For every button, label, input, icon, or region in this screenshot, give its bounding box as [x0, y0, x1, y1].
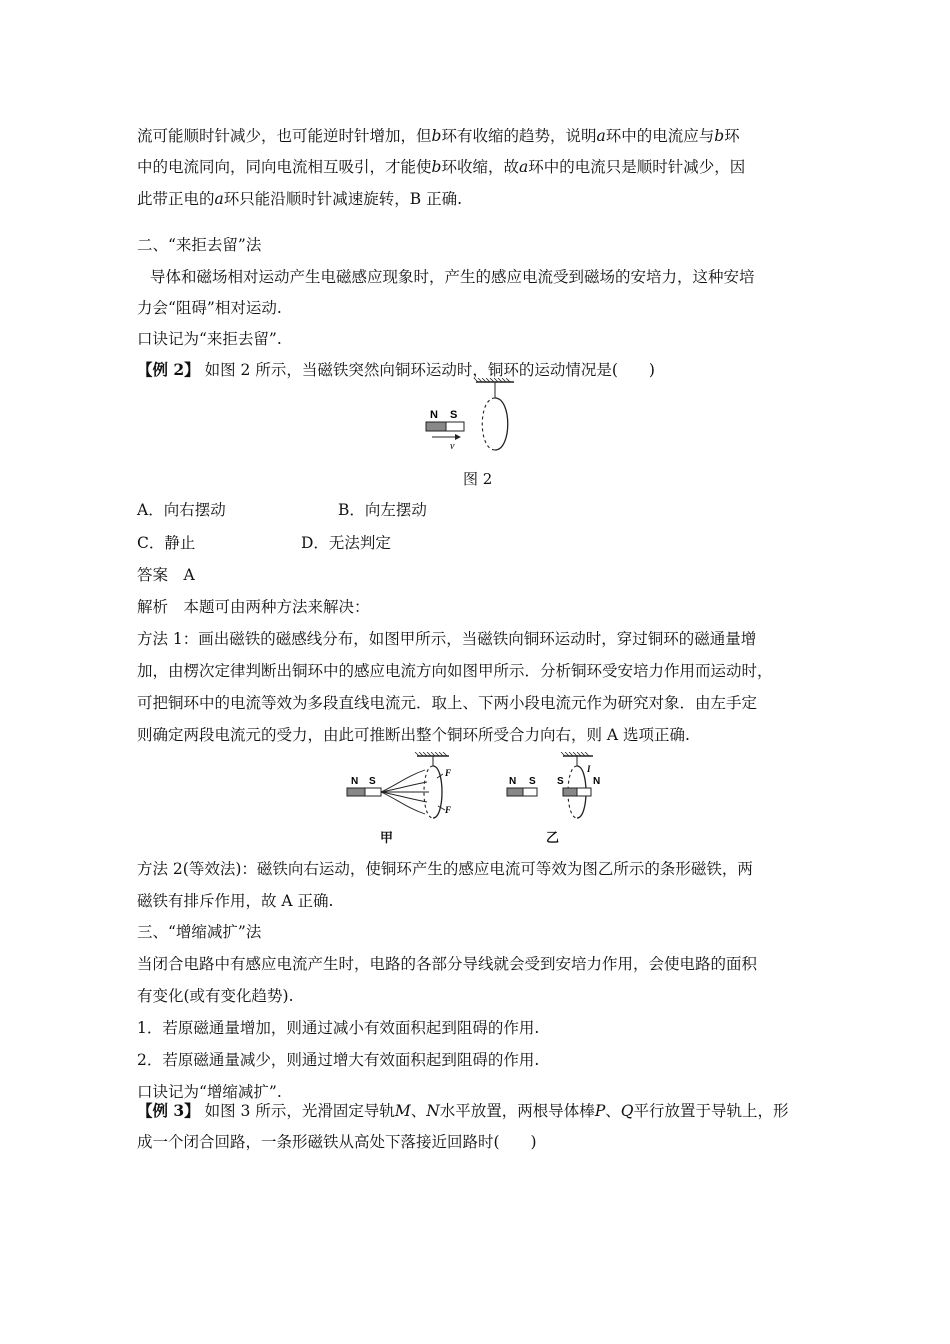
text-line: 力会“阻碍”相对运动.	[137, 299, 282, 317]
option-c: C．静止	[137, 534, 196, 552]
svg-text:S: S	[450, 409, 458, 421]
text-line: 可把铜环中的电流等效为多段直线电流元．取上、下两小段电流元作为研究对象．由左手定	[137, 694, 758, 712]
svg-text:v: v	[450, 441, 455, 452]
figure-jia	[345, 752, 465, 824]
list-item: 2．若原磁通量减少，则通过增大有效面积起到阻碍的作用.	[137, 1051, 540, 1069]
text-line: 则确定两段电流元的受力，由此可推断出整个铜环所受合力向右，则 A 选项正确.	[137, 726, 690, 744]
text-line: 方法 1：画出磁铁的磁感线分布，如图甲所示，当磁铁向铜环运动时，穿过铜环的磁通量增	[137, 630, 757, 648]
text-line: 当闭合电路中有感应电流产生时，电路的各部分导线就会受到安培力作用，会使电路的面积	[137, 955, 758, 973]
example-tag: 【例 3】	[137, 1101, 200, 1120]
example-question: 【例 2】 如图 2 所示，当磁铁突然向铜环运动时，铜环的运动情况是( )	[137, 360, 655, 379]
example-question: 【例 3】 如图 3 所示，光滑固定导轨M、N水平放置，两根导体棒P、Q平行放置于导轨上，形	[137, 1101, 789, 1120]
option-a: A．向右摆动	[137, 501, 226, 519]
list-item: 1．若原磁通量增加，则通过减小有效面积起到阻碍的作用.	[137, 1019, 540, 1037]
answer: 答案 A	[137, 566, 195, 584]
text-line: 有变化(或有变化趋势).	[137, 987, 294, 1005]
svg-text:F: F	[445, 768, 452, 778]
svg-text:N: N	[593, 776, 601, 787]
text-line: 方法 2(等效法)：磁铁向右运动，使铜环产生的感应电流可等效为图乙所示的条形磁铁，两	[137, 860, 753, 878]
text-line: 中的电流同向，同向电流相互吸引，才能使b环收缩，故a环中的电流只是顺时针减少，因	[137, 158, 746, 176]
figure-yi	[505, 752, 625, 824]
svg-text:S: S	[557, 776, 564, 787]
text-line: 口诀记为“增缩减扩”.	[137, 1083, 282, 1101]
text-line: 流可能顺时针减少，也可能逆时针增加，但b环有收缩的趋势，说明a环中的电流应与b环	[137, 127, 740, 145]
text-line: 成一个闭合回路，一条形磁铁从高处下落接近回路时( )	[137, 1133, 537, 1151]
svg-text:N: N	[430, 409, 438, 421]
text-line: 此带正电的a环只能沿顺时针减速旋转，B 正确.	[137, 190, 463, 208]
figure-caption: 图 2	[463, 470, 493, 488]
text-line: 导体和磁场相对运动产生电磁感应现象时，产生的感应电流受到磁场的安培力，这种安培	[150, 268, 755, 286]
section-heading: 二、“来拒去留”法	[137, 236, 262, 254]
svg-text:N: N	[351, 776, 359, 787]
svg-text:N: N	[509, 776, 517, 787]
svg-text:S: S	[369, 776, 376, 787]
svg-text:F: F	[445, 805, 452, 815]
example-tag: 【例 2】	[137, 360, 200, 379]
text-line: 口诀记为“来拒去留”.	[137, 330, 282, 348]
figure-jia-caption: 甲	[380, 831, 394, 846]
option-b: B．向左摆动	[338, 501, 427, 519]
svg-text:S: S	[529, 776, 536, 787]
text-line: 加，由楞次定律判断出铜环中的感应电流方向如图甲所示．分析铜环受安培力作用而运动时，	[137, 662, 773, 680]
analysis: 解析 本题可由两种方法来解决：	[137, 598, 370, 616]
section-heading: 三、“增缩减扩”法	[137, 923, 262, 941]
figure-2	[420, 378, 540, 458]
figure-yi-caption: 乙	[546, 831, 560, 846]
svg-text:I: I	[587, 764, 591, 774]
option-d: D．无法判定	[301, 534, 391, 552]
text-line: 磁铁有排斥作用，故 A 正确.	[137, 892, 334, 910]
